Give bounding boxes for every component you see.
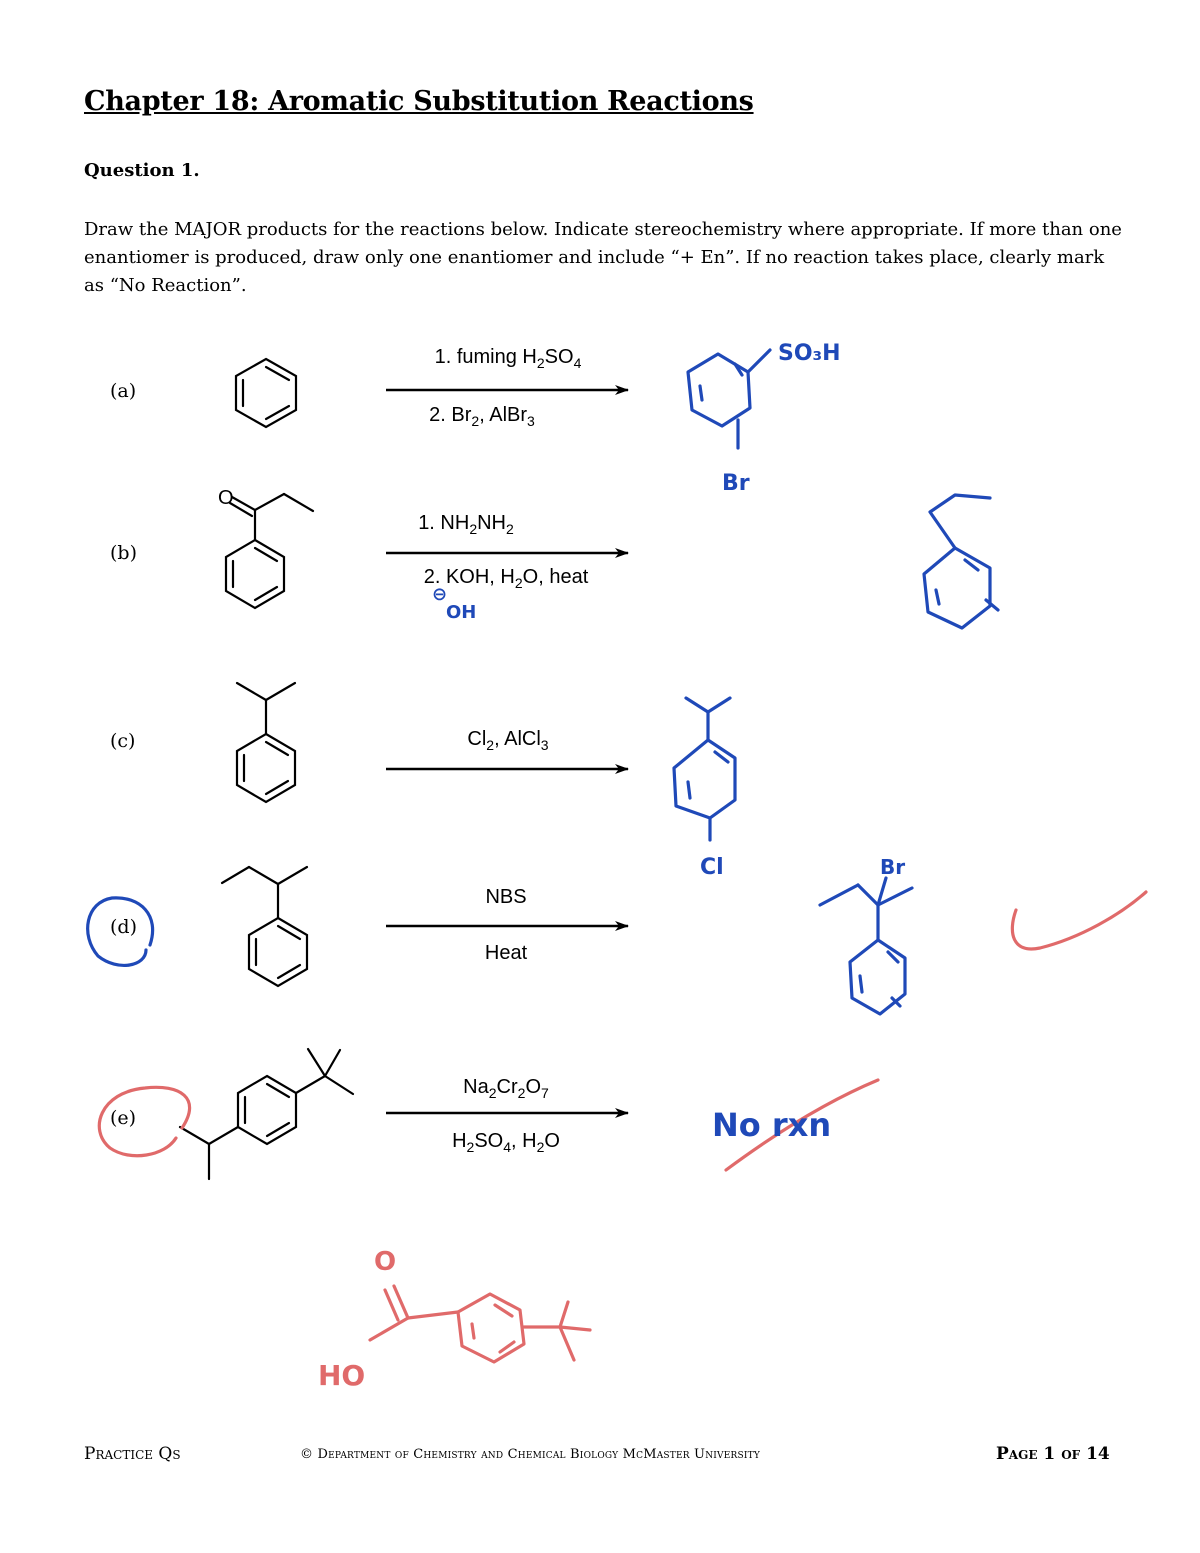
reaction-label-a: (a)	[110, 380, 137, 402]
product-structure-d	[820, 878, 912, 1014]
question-heading: Question 1.	[84, 160, 200, 181]
conditions-e-below: $H_2SO_4$, $H_2O$	[452, 1130, 560, 1155]
handwritten-br-a: Br	[722, 471, 750, 496]
conditions-c-above: $Cl_2$, AlCl$_3$	[467, 728, 549, 753]
conditions-a-below: 2. $Br_2$, AlBr$_3$	[429, 404, 535, 429]
footer-copyright: © Department of Chemistry and Chemical Biology McMaster University	[300, 1447, 760, 1462]
handwritten-oh: OH	[446, 602, 477, 623]
handwritten-acid-ho: HO	[318, 1359, 366, 1392]
handwritten-cl: Cl	[700, 855, 724, 880]
question-instructions: Draw the MAJOR products for the reactions below. Indicate stereochemistry where appropriate. If more than one enantiomer is produced, draw only one enantiomer and include “+ En”. If no reaction takes place, clearly mark as “No Reaction”.	[84, 219, 1122, 296]
tert-butyl-isopropylbenzene-structure-e	[180, 1049, 353, 1179]
conditions-d-below: Heat	[484, 942, 528, 964]
handwritten-no-rxn: No rxn	[712, 1106, 832, 1144]
reaction-label-e: (e)	[110, 1107, 137, 1129]
product-structure-c	[674, 698, 735, 840]
product-structure-b	[924, 495, 998, 628]
conditions-d-above: NBS	[485, 886, 527, 908]
footer-page-number: Page 1 of 14	[996, 1444, 1110, 1464]
carboxylic-acid-structure	[370, 1286, 590, 1362]
reaction-label-b: (b)	[110, 542, 137, 564]
reaction-label-c: (c)	[110, 730, 136, 752]
cumene-structure-c	[237, 683, 295, 802]
propiophenone-structure-b	[226, 494, 313, 608]
sec-butylbenzene-structure-d	[222, 867, 307, 986]
handwritten-so3h: SO₃H	[778, 341, 841, 366]
conditions-b-above: 1. $NH_2NH_2$	[418, 512, 514, 537]
handwritten-negative-charge: ⊖	[432, 584, 448, 605]
circle-mark-e	[99, 1087, 189, 1155]
reaction-label-d: (d)	[110, 916, 137, 938]
handwritten-acid-o: O	[374, 1247, 397, 1277]
circle-mark-d	[88, 898, 153, 966]
benzene-structure-a	[236, 359, 296, 427]
handwritten-br-d: Br	[880, 855, 906, 879]
check-mark	[1012, 892, 1146, 949]
product-structure-a	[688, 350, 770, 448]
ketone-oxygen-label: O	[218, 487, 234, 509]
footer-left: Practice Qs	[84, 1444, 181, 1464]
page-title: Chapter 18: Aromatic Substitution Reactions	[84, 86, 754, 117]
conditions-e-above: $Na_2Cr_2O_7$	[463, 1076, 549, 1101]
conditions-a-above: 1. fuming $H_2SO_4$	[434, 346, 582, 371]
conditions-b-below: 2. KOH, $H_2O$, heat	[423, 566, 589, 591]
